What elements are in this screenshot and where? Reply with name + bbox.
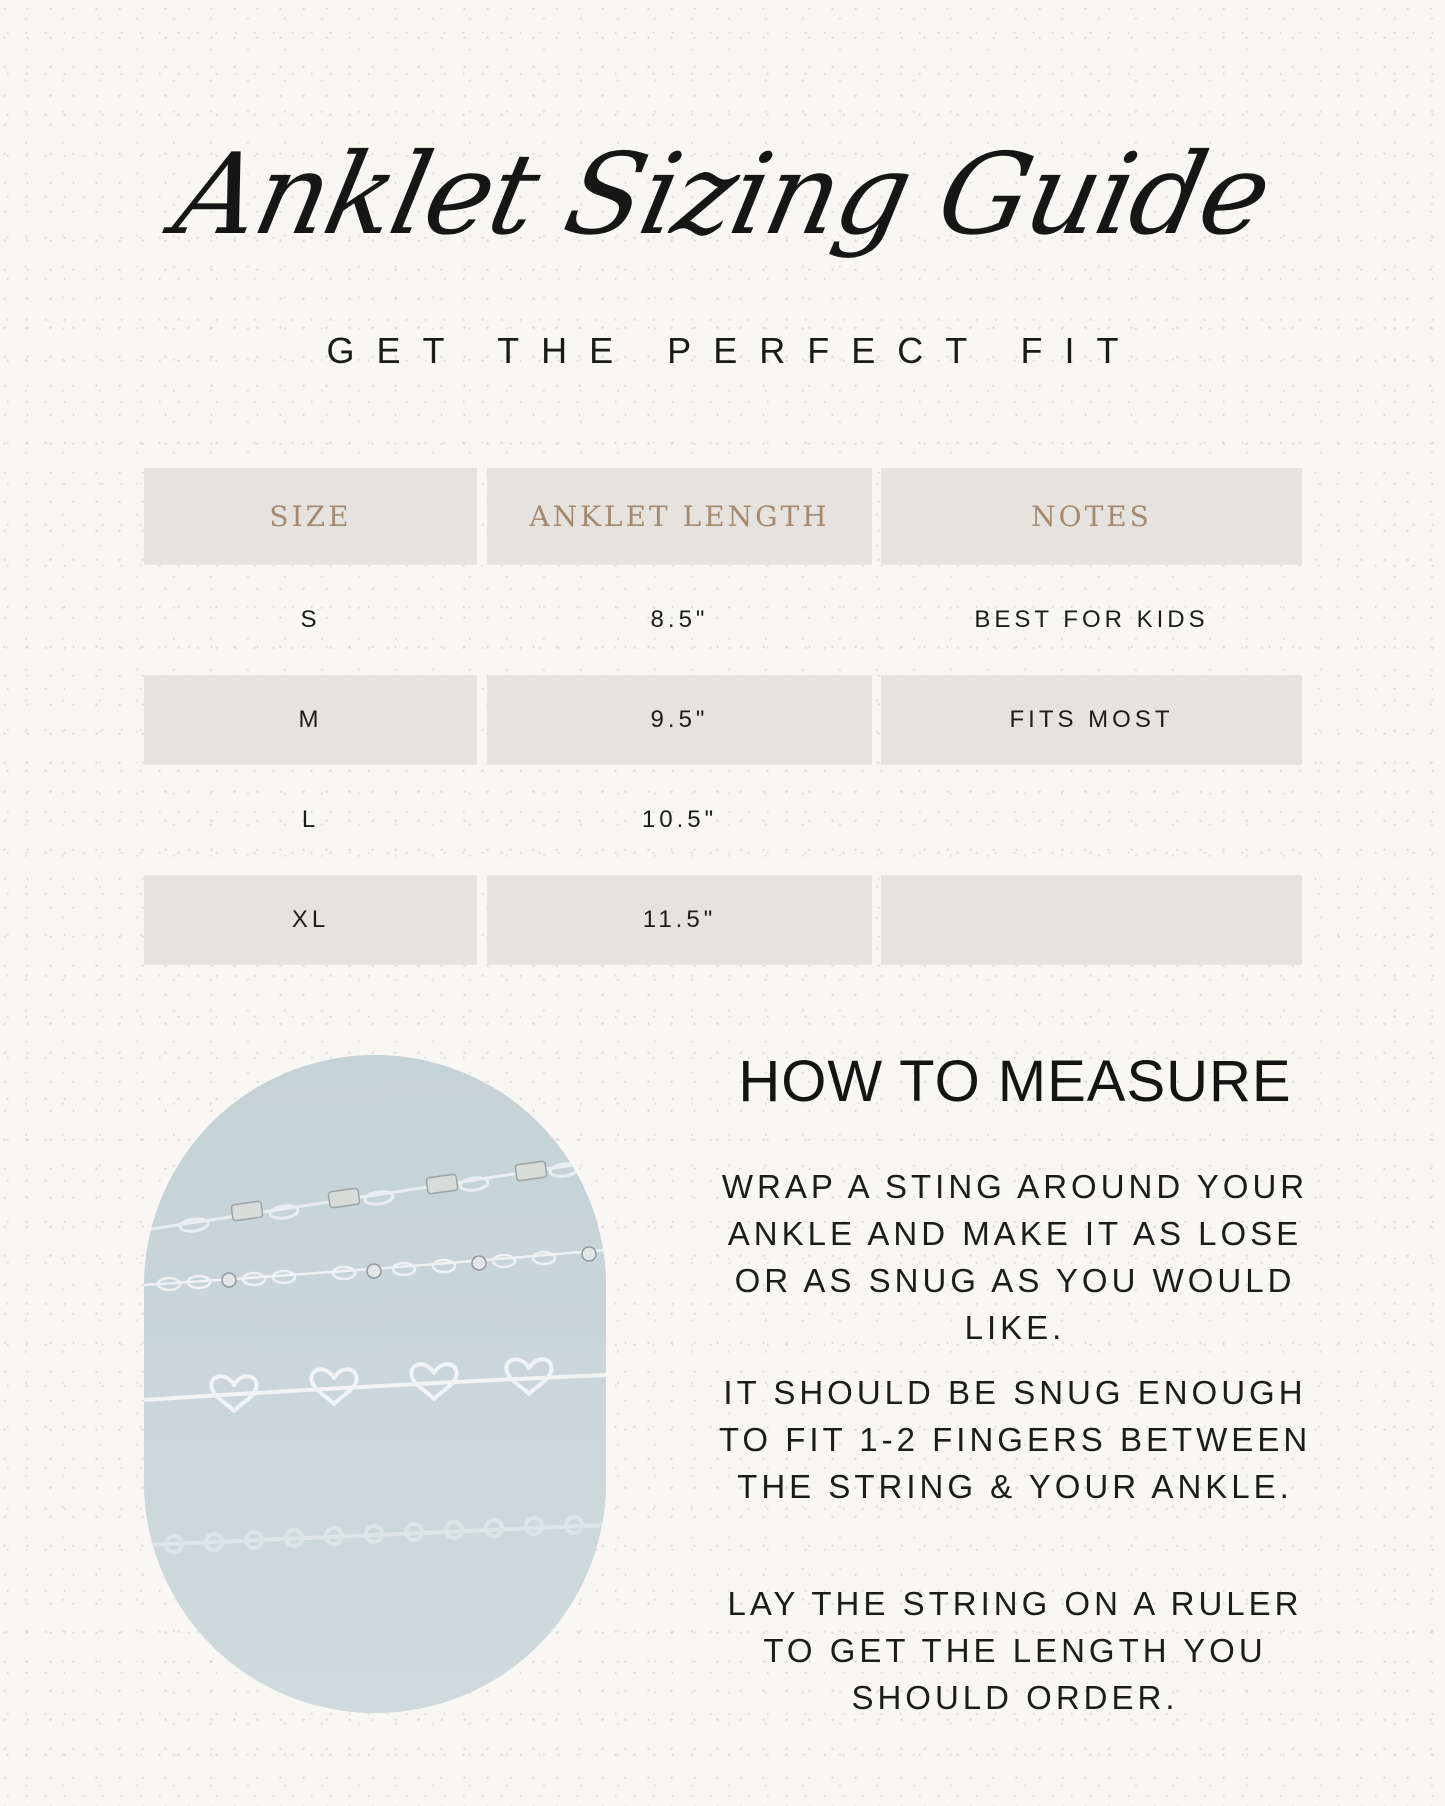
notes-cell	[881, 875, 1302, 965]
size-cell: M	[144, 675, 477, 765]
size-cell: L	[301, 806, 320, 833]
chains-illustration	[144, 1055, 606, 1713]
length-cell: 8.5"	[650, 606, 709, 633]
header-anklet-length: ANKLET LENGTH	[487, 468, 872, 565]
notes-cell: FITS MOST	[881, 675, 1302, 765]
table-row	[144, 775, 1302, 865]
length-cell: 10.5"	[641, 806, 718, 833]
notes-cell	[881, 775, 1302, 865]
measure-step-3: LAY THE STRING ON A RULER TO GET THE LENGTH YOU SHOULD ORDER.	[727, 1585, 1303, 1716]
table-row	[144, 575, 1302, 665]
measure-step-2: IT SHOULD BE SNUG ENOUGH TO FIT 1-2 FINGERS BETWEEN THE STRING & YOUR ANKLE.	[718, 1374, 1312, 1505]
page-title: Anklet Sizing Guide	[164, 130, 1281, 260]
table-row	[144, 875, 1302, 965]
header-size: SIZE	[144, 468, 477, 565]
notes-cell: BEST FOR KIDS	[974, 606, 1209, 633]
length-cell: 9.5"	[487, 675, 872, 765]
size-cell: S	[300, 606, 321, 633]
length-cell: 11.5"	[487, 875, 872, 965]
size-cell: XL	[144, 875, 477, 965]
header-notes: NOTES	[881, 468, 1302, 565]
page-subtitle: GET THE PERFECT FIT	[326, 330, 1141, 371]
anklet-chains-photo	[144, 1055, 606, 1713]
how-to-measure-heading: HOW TO MEASURE	[738, 1049, 1292, 1114]
measure-step-1: WRAP A STING AROUND YOUR ANKLE AND MAKE IT AS LOSE OR AS SNUG AS YOU WOULD LIKE.	[721, 1168, 1309, 1346]
table-row	[144, 675, 1302, 765]
table-header-row	[144, 468, 1302, 565]
size-table	[144, 468, 1302, 965]
